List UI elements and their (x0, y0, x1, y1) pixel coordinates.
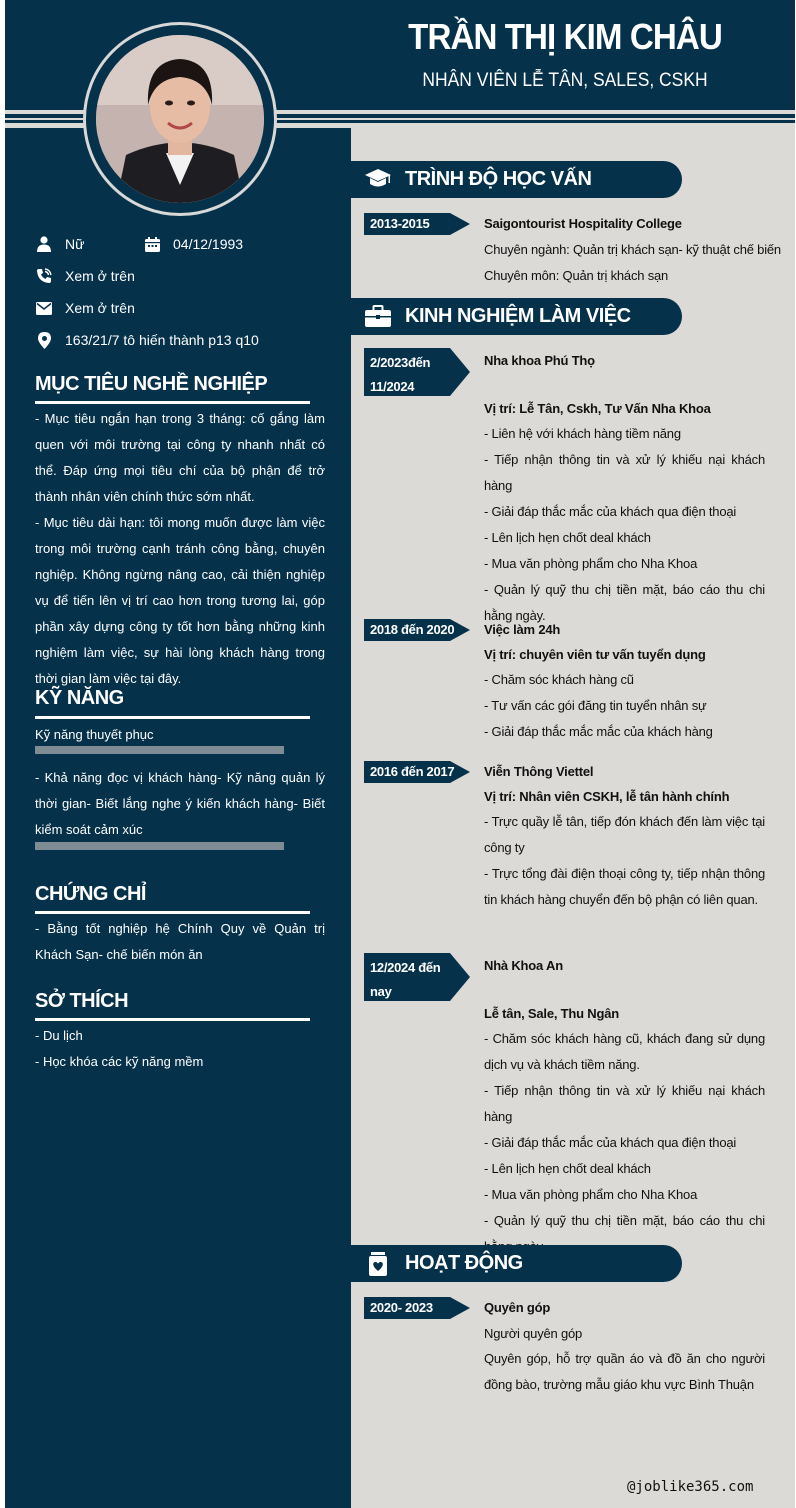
duty-item: - Quản lý quỹ thu chị tiền mặt, báo cáo thu chi hằng ngày. (484, 582, 765, 623)
skills-rule (35, 716, 310, 719)
duty-list (484, 667, 765, 745)
duty-item: - Trực quầy lễ tân, tiếp đón khách đến làm việc tại công ty (484, 814, 765, 855)
resume-page (5, 0, 795, 1508)
duty-item: - Lên lịch hẹn chốt deal khách (484, 1161, 651, 1176)
date-tag (364, 619, 470, 641)
activity-description: Quyên góp, hỗ trợ quần áo và đồ ăn cho người đồng bào, trường mẫu giáo khu vực Bình Thuận (484, 1351, 765, 1392)
duty-item: - Chăm sóc khách hàng cũ (484, 672, 634, 687)
contact-address (35, 331, 259, 349)
duty-item: - Giải đáp thắc mắc của khách qua điện thoại (484, 504, 737, 519)
candidate-role: NHÂN VIÊN LỄ TÂN, SALES, CSKH (422, 70, 708, 91)
objective-text (35, 406, 325, 692)
objective-short-term: - Mục tiêu ngắn hạn trong 3 tháng: cố gắng làm quen với môi trường tại công ty nhanh nhất có thể. Đáp ứng mọi tiêu chí của bộ phận để trở thành nhân viên chính thức sớm nhất. (35, 411, 325, 504)
address-value: 163/21/7 tô hiến thành p13 q10 (65, 332, 259, 348)
phone-value: Xem ở trên (65, 268, 135, 284)
skill-label-1: Kỹ năng thuyết phục (35, 727, 154, 742)
graduation-cap-icon (365, 168, 391, 192)
position-title: Vị trí: Lễ Tân, Cskh, Tư Vấn Nha Khoa (484, 401, 711, 416)
experience-date: 12/2024 đến nay (370, 960, 441, 999)
activity-name: Quyên góp (484, 1300, 551, 1315)
phone-icon (35, 267, 53, 285)
watermark: @joblike365.com (627, 1479, 754, 1495)
position-title: Vị trí: chuyên viên tư vấn tuyển dụng (484, 647, 706, 662)
activities-section-header (351, 1245, 682, 1282)
experience-date: 2/2023đến 11/2024 (370, 355, 431, 394)
education-specialty: Chuyên môn: Quản trị khách sạn (484, 268, 669, 283)
hobby-item: - Du lịch (35, 1028, 83, 1043)
experience-date: 2016 đến 2017 (370, 764, 455, 779)
skill-bar-1 (35, 746, 284, 754)
avatar-frame (83, 22, 277, 216)
activity-date: 2020- 2023 (370, 1300, 433, 1315)
position-title: Vị trí: Nhân viên CSKH, lễ tân hành chính (484, 789, 730, 804)
skills-heading: KỸ NĂNG (35, 687, 124, 709)
duty-list (484, 809, 765, 913)
education-section-header (351, 161, 682, 198)
skill-bar-2 (35, 842, 284, 850)
avatar (96, 35, 264, 203)
activity-role: Người quyên góp (484, 1326, 583, 1341)
objective-heading: MỤC TIÊU NGHỀ NGHIỆP (35, 373, 268, 395)
duty-item: - Tư vấn các gói đăng tin tuyển nhân sự (484, 698, 707, 713)
education-date: 2013-2015 (370, 216, 430, 231)
position-title: Lễ tân, Sale, Thu Ngân (484, 1006, 620, 1021)
medal-badge-icon (365, 1252, 391, 1276)
skill-label-2: - Khả năng đọc vị khách hàng- Kỹ năng quản lý thời gian- Biết lắng nghe ý kiến khách hàng- Biết kiểm soát cảm xúc (35, 770, 325, 837)
experience-section-header (351, 298, 682, 335)
objective-long-term: - Mục tiêu dài hạn: tôi mong muốn được làm việc trong môi trường cạnh tránh công bằng, chuyên nghiệp. Không ngừng nâng cao, cải thiện nghiệp vụ để tiến lên vị trí cao hơn trong tương lai, góp phần xây dựng công ty tốt hơn bằng những kinh nghiệm làm việc, sự hài lòng khách hàng trong thời gian làm việc tại đây. (35, 515, 325, 686)
experience-date: 2018 đến 2020 (370, 622, 455, 637)
duty-item: - Tiếp nhận thông tin và xử lý khiếu nại khách hàng (484, 1083, 765, 1124)
hobbies-heading: SỞ THÍCH (35, 990, 129, 1012)
experience-title: KINH NGHIỆM LÀM VIỆC (405, 305, 631, 327)
activities-title: HOẠT ĐỘNG (405, 1252, 523, 1274)
duty-item: - Giải đáp thắc mắc mắc của khách hàng (484, 724, 713, 739)
duty-list (484, 421, 765, 629)
duty-item: - Mua văn phòng phẩm cho Nha Khoa (484, 556, 698, 571)
location-pin-icon (35, 331, 53, 349)
birthday-value: 04/12/1993 (173, 236, 244, 252)
contact-email (35, 299, 135, 317)
certificates-text: - Bằng tốt nghiệp hệ Chính Quy về Quản trị Khách Sạn- chế biến món ăn (35, 921, 325, 962)
envelope-icon (35, 299, 53, 317)
date-tag (364, 761, 470, 783)
company-name: Viễn Thông Viettel (484, 764, 594, 779)
briefcase-icon (365, 305, 391, 329)
certificates-heading: CHỨNG CHỈ (35, 883, 146, 905)
education-major: Chuyên ngành: Quản trị khách sạn- kỹ thuật chế biến (484, 242, 781, 257)
date-tag (364, 213, 470, 235)
duty-item: - Quản lý quỹ thu chị tiền mặt, báo cáo thu chi (484, 1213, 765, 1228)
hobbies-rule (35, 1018, 310, 1021)
hobby-item: - Học khóa các kỹ năng mềm (35, 1054, 204, 1069)
objective-rule (35, 401, 310, 404)
duty-item: - Trực tổng đài điện thoại công ty, tiếp nhận thông tin khách hàng chuyển đến bộ phận có liên quan. (484, 866, 765, 907)
gender-value: Nữ (65, 236, 85, 252)
portrait-image (96, 35, 264, 203)
school-name: Saigontourist Hospitality College (484, 216, 682, 231)
email-value: Xem ở trên (65, 300, 135, 316)
person-icon (35, 235, 53, 253)
duty-item: - Chăm sóc khách hàng cũ, khách đang sử dụng dịch vụ và khách tiềm năng. (484, 1031, 765, 1072)
duty-item: - Giải đáp thắc mắc của khách qua điện thoại (484, 1135, 737, 1150)
duty-list (484, 1026, 765, 1260)
duty-item: - Mua văn phòng phẩm cho Nha Khoa (484, 1187, 698, 1202)
candidate-name: TRẦN THỊ KIM CHÂU (408, 16, 722, 57)
company-name: Nha khoa Phú Thọ (484, 353, 595, 368)
duty-item: - Liên hệ với khách hàng tiềm năng (484, 426, 681, 441)
date-tag (364, 953, 470, 1001)
education-title: TRÌNH ĐỘ HỌC VẤN (405, 168, 592, 190)
contact-phone (35, 267, 135, 285)
date-tag (364, 1297, 470, 1319)
company-name: Việc làm 24h (484, 622, 561, 637)
duty-item: - Tiếp nhận thông tin và xử lý khiếu nại khách hàng (484, 452, 765, 493)
duty-item: - Lên lịch hẹn chốt deal khách (484, 530, 651, 545)
date-tag (364, 348, 470, 396)
contact-birthday (143, 235, 243, 253)
contact-gender (35, 235, 84, 253)
company-name: Nhà Khoa An (484, 958, 563, 973)
certificates-rule (35, 911, 310, 914)
calendar-icon (143, 235, 161, 253)
